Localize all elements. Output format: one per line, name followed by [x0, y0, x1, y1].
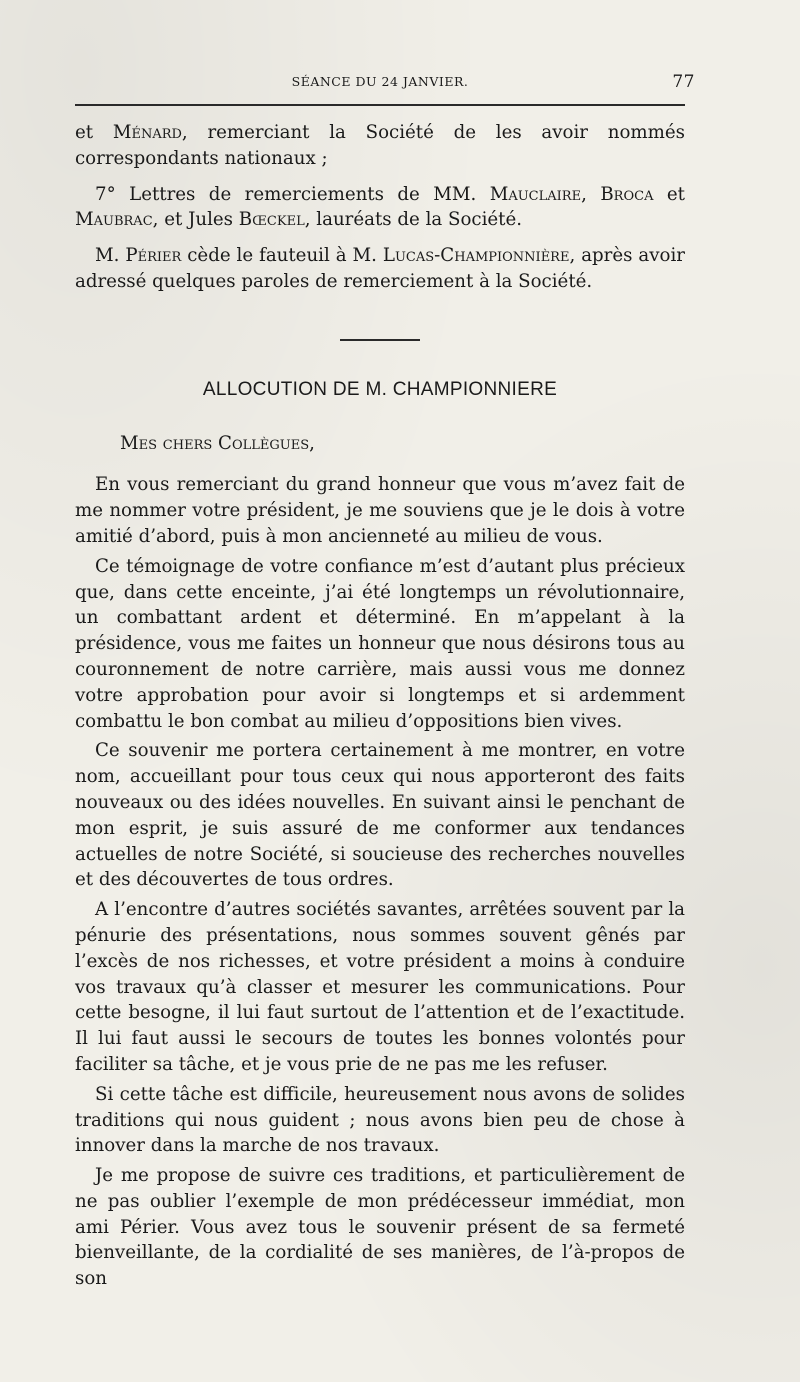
person-name: Périer — [125, 245, 182, 267]
person-name: Mauclaire — [489, 183, 582, 205]
paragraph: En vous remerciant du grand honneur que vous m’avez fait de me nommer votre président, je me souviens que je le dois à votre amitié d’abord, puis à mon ancienneté au milieu de vous. — [75, 474, 685, 547]
header-rule — [75, 104, 685, 106]
body-text — [75, 120, 685, 1292]
person-name: Lucas-Championnière — [382, 245, 570, 267]
intro-paragraph-2: 7° Lettres de remerciements de MM. Mauclaire, Broca et Maubrac, et Jules Bœckel, lauréats de la Société. — [75, 183, 685, 231]
intro-paragraph-3: M. Périer cède le fauteuil à M. Lucas-Championnière, après avoir adressé quelques paroles de remerciement à la Société. — [75, 245, 686, 292]
person-name: Bœckel — [238, 209, 305, 231]
paragraph: Je me propose de suivre ces traditions, et particulièrement de ne pas oublier l’exemple de mon prédécesseur immédiat, mon ami Périer. Vous avez tous le souvenir présent de sa fermeté bienveillante, de la cordialité de ses manières, de l’à-propos de son — [75, 1165, 685, 1290]
paragraph: Si cette tâche est difficile, heureusement nous avons de solides traditions qui nous guident ; nous avons bien peu de chose à innover dans la marche de nos travaux. — [75, 1083, 685, 1157]
intro-paragraph-1: et Ménard, remerciant la Société de les avoir nommés correspondants nationaux ; — [75, 122, 686, 169]
paragraph: Ce témoignage de votre confiance m’est d’autant plus précieux que, dans cette enceinte, j’ai été longtemps un révolutionnaire, un combattant ardent et déterminé. En m’appelant à la présidence, vous me faites un honneur que nous désirons tous au couronnement de notre carrière, mais aussi vous me donnez votre approbation pour avoir si longtemps et si ardemment combattu le bon combat au milieu d’oppositions bien vives. — [75, 555, 685, 732]
paragraph: Ce souvenir me portera certainement à me montrer, en votre nom, accueillant pour tous ceux qui nous apporteront des faits nouveaux ou des idées nouvelles. En suivant ainsi le penchant de mon esprit, je suis assuré de me conformer aux tendances actuelles de notre Société, si soucieuse des recherches nouvelles et des découvertes de tous ordres. — [75, 740, 685, 891]
paragraph: A l’encontre d’autres sociétés savantes, arrêtées souvent par la pénurie des présentations, nous sommes souvent gênés par l’excès de nos richesses, et votre président a moins à conduire vos travaux qu’à classer et mesurer les communications. Pour cette besogne, il lui faut surtout de l’attention et de l’exactitude. Il lui faut aussi le secours de toutes les bonnes volontés pour faciliter sa tâche, et je vous prie de ne pas me les refuser. — [75, 899, 685, 1075]
person-name: Ménard — [112, 122, 182, 143]
section-title: ALLOCUTION DE M. CHAMPIONNIERE — [202, 378, 558, 400]
running-head — [75, 72, 695, 98]
person-name: Maubrac — [75, 209, 153, 231]
running-title: SÉANCE DU 24 JANVIER. — [291, 74, 469, 89]
section-separator — [340, 339, 420, 341]
person-name: Broca — [600, 183, 654, 205]
page-number: 77 — [672, 72, 695, 92]
salutation: Mes chers Collègues, — [120, 432, 315, 454]
